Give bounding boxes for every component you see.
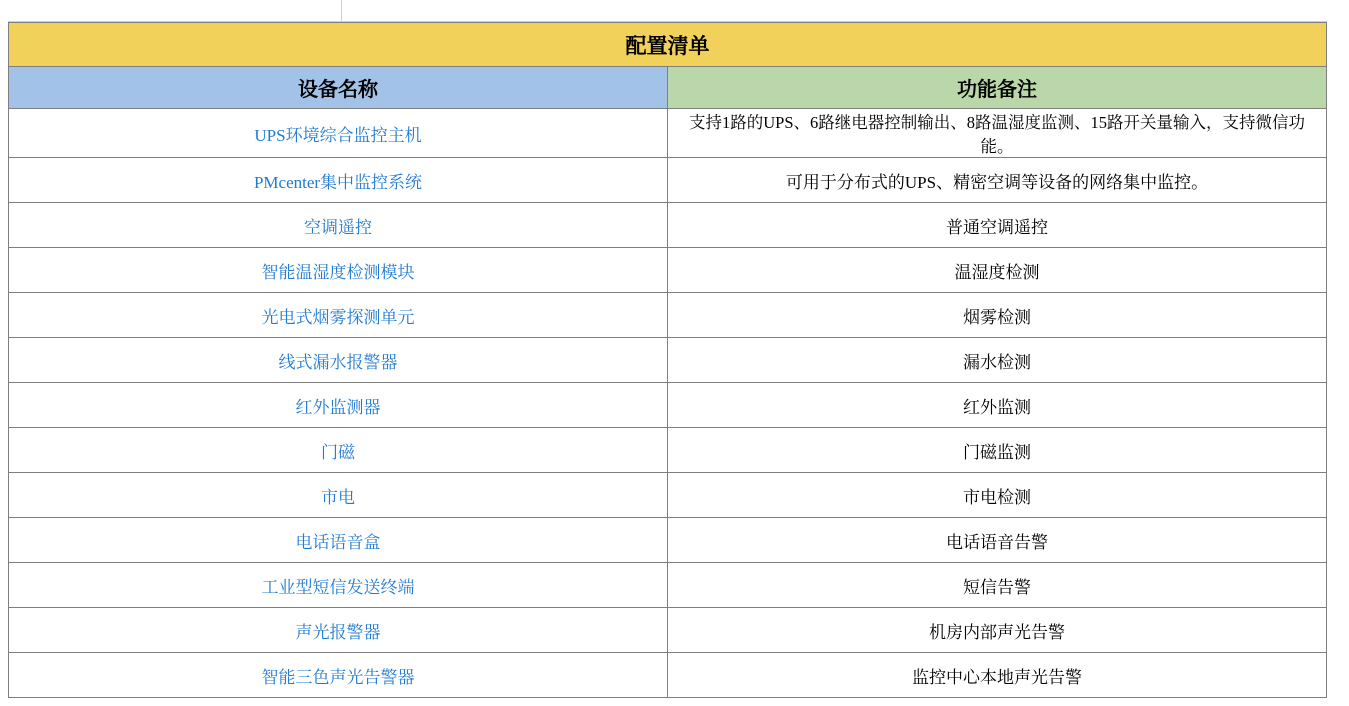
cell-device: 红外监测器	[9, 383, 668, 428]
cell-note: 温湿度检测	[668, 248, 1327, 293]
table-row	[9, 563, 1327, 608]
cell-note: 门磁监测	[668, 428, 1327, 473]
configuration-list-table	[8, 22, 1327, 698]
cell-note: 市电检测	[668, 473, 1327, 518]
cell-device: 线式漏水报警器	[9, 338, 668, 383]
cell-device: 智能三色声光告警器	[9, 653, 668, 698]
cell-device: 门磁	[9, 428, 668, 473]
cell-note: 普通空调遥控	[668, 203, 1327, 248]
empty-cell-a	[8, 0, 342, 22]
cell-device: 声光报警器	[9, 608, 668, 653]
table-row	[9, 383, 1327, 428]
table-row	[9, 109, 1327, 158]
table-title: 配置清单	[9, 23, 1327, 67]
empty-cell-b	[342, 0, 1327, 22]
cell-device: 空调遥控	[9, 203, 668, 248]
cell-device: 智能温湿度检测模块	[9, 248, 668, 293]
cell-note: 电话语音告警	[668, 518, 1327, 563]
cell-note: 支持1路的UPS、6路继电器控制输出、8路温湿度监测、15路开关量输入，支持微信功能。	[668, 109, 1327, 158]
cell-note: 短信告警	[668, 563, 1327, 608]
table-row	[9, 518, 1327, 563]
table-row	[9, 203, 1327, 248]
cell-device: 电话语音盒	[9, 518, 668, 563]
column-header-note: 功能备注	[668, 67, 1327, 109]
cell-note: 机房内部声光告警	[668, 608, 1327, 653]
cell-note: 漏水检测	[668, 338, 1327, 383]
cell-device: 工业型短信发送终端	[9, 563, 668, 608]
table-row	[9, 608, 1327, 653]
cell-note: 监控中心本地声光告警	[668, 653, 1327, 698]
table-row	[9, 158, 1327, 203]
table-row	[9, 248, 1327, 293]
bottom-grid-strip	[8, 688, 1327, 706]
table-row	[9, 293, 1327, 338]
table-row	[9, 428, 1327, 473]
table-row	[9, 473, 1327, 518]
column-header-device: 设备名称	[9, 67, 668, 109]
cell-device: 市电	[9, 473, 668, 518]
table-body	[9, 23, 1327, 698]
top-grid-strip	[0, 0, 1349, 22]
table-row	[9, 338, 1327, 383]
cell-device: UPS环境综合监控主机	[9, 109, 668, 158]
table-title-row	[9, 23, 1327, 67]
cell-note: 烟雾检测	[668, 293, 1327, 338]
cell-device: 光电式烟雾探测单元	[9, 293, 668, 338]
table-header-row	[9, 67, 1327, 109]
cell-device: PMcenter集中监控系统	[9, 158, 668, 203]
cell-note: 可用于分布式的UPS、精密空调等设备的网络集中监控。	[668, 158, 1327, 203]
cell-note: 红外监测	[668, 383, 1327, 428]
